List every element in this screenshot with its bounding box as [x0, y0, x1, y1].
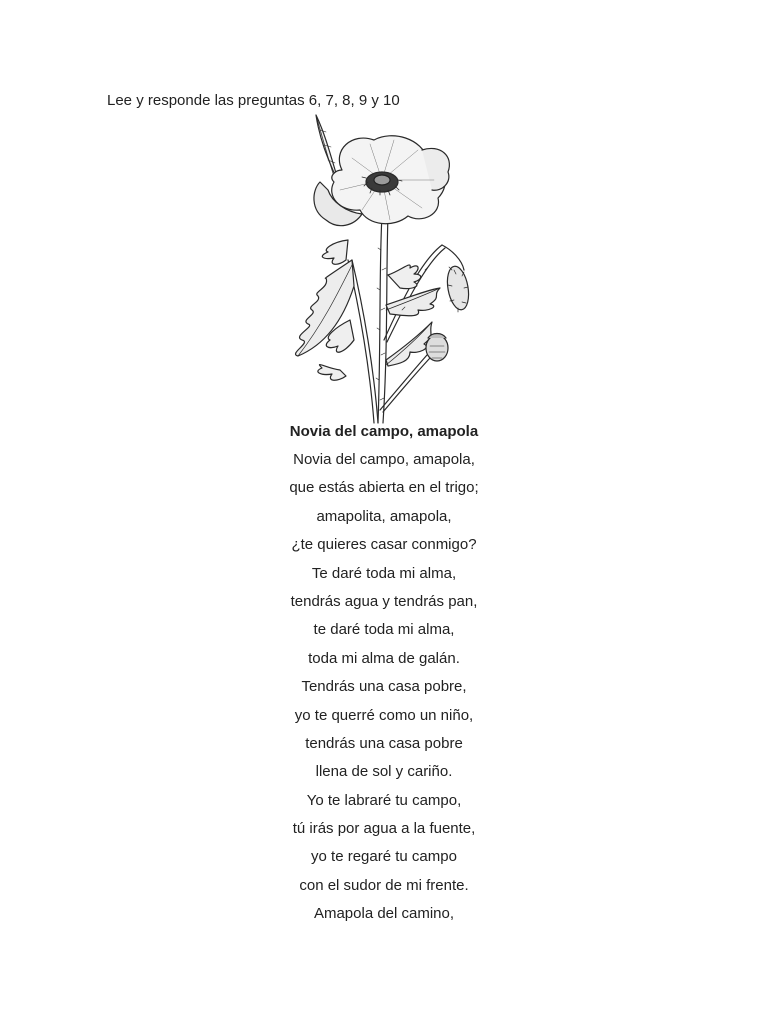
poem-line: llena de sol y cariño. [315, 763, 453, 781]
poem-title: Novia del campo, amapola [289, 423, 479, 440]
poem-line: te daré toda mi alma, [313, 621, 455, 639]
poem-line: que estás abierta en el trigo; [289, 479, 479, 497]
poem-line: ¿te quieres casar conmigo? [291, 536, 477, 554]
poem-line: Tendrás una casa pobre, [301, 678, 467, 696]
instruction-text: Lee y responde las preguntas 6, 7, 8, 9 y 10 [107, 92, 400, 109]
poem-line: tú irás por agua a la fuente, [292, 820, 476, 838]
poem-line: con el sudor de mi frente. [299, 876, 469, 894]
poem-line: amapolita, amapola, [316, 507, 452, 525]
poem-line: Amapola del camino, [313, 905, 455, 923]
poem-line: Yo te labraré tu campo, [306, 791, 462, 809]
poem-line: tendrás una casa pobre [305, 734, 463, 752]
poem-line: Novia del campo, amapola, [293, 451, 475, 468]
poem-verses [0, 450, 768, 933]
poppy-flower-illustration [282, 110, 492, 425]
poem-line: tendrás agua y tendrás pan, [290, 592, 478, 610]
poem-line: toda mi alma de galán. [308, 649, 460, 667]
poem-line: Te daré toda mi alma, [311, 564, 457, 582]
poem-line: yo te regaré tu campo [311, 848, 457, 866]
poem-line: yo te querré como un niño, [294, 706, 474, 724]
